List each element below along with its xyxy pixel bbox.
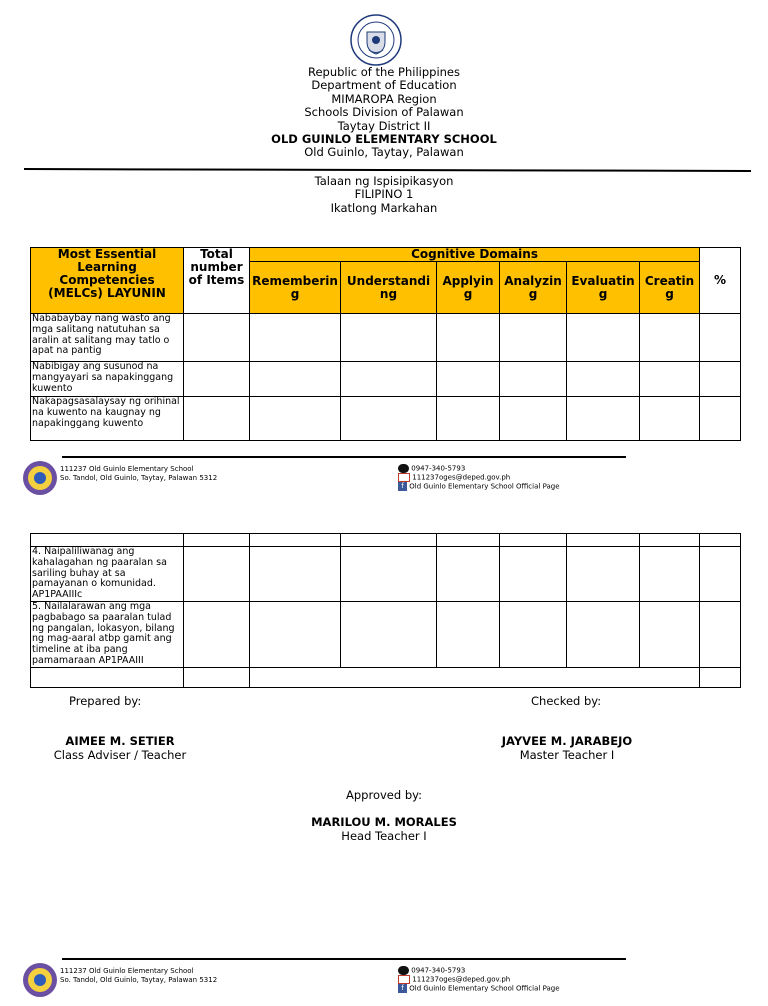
school-name: OLD GUINLO ELEMENTARY SCHOOL (271, 132, 497, 147)
melc-cell (31, 667, 184, 687)
approved-name: MARILOU M. MORALES (311, 815, 457, 829)
total-items-header: Total number of Items (184, 248, 250, 314)
phone-icon (398, 966, 409, 975)
footer-school-id: 111237 Old Guinlo Elementary School (60, 465, 194, 473)
domain-creating: Creatin g (640, 262, 700, 314)
table-row (31, 547, 741, 602)
school-logo (22, 962, 58, 998)
doc-title-line3: Ikatlong Markahan (330, 200, 438, 215)
republic-line: Republic of the Philippines (307, 65, 461, 79)
footer-address: So. Tandol, Old Guinlo, Taytay, Palawan 5312 (60, 473, 218, 482)
domain-remembering: Rememberin g (250, 262, 341, 314)
cognitive-domains-header: Cognitive Domains (250, 248, 700, 262)
region-line: MIMAROPA Region (331, 91, 437, 106)
melc-cell: Nabibigay ang susunod na mangyayari sa napakinggang kuwento (31, 362, 184, 397)
department-line: Department of Education (311, 78, 457, 93)
table-row (31, 314, 741, 362)
checked-name: JAYVEE M. JARABEJO (501, 734, 633, 748)
domain-evaluating: Evaluatin g (567, 262, 640, 314)
melc-cell: 5. Nailalarawan ang mga pagbabago sa paaralan tulad ng pangalan, lokasyon, bilang ng mag-aaral atbp gamit ang timeline at iba pang pamamaraan AP1PAAIII (31, 601, 184, 667)
school-address: Old Guinlo, Taytay, Palawan (304, 145, 464, 160)
mail-icon (398, 473, 410, 482)
footer-email: 111237oges@deped.gov.ph (412, 975, 511, 984)
footer-school-id: 111237 Old Guinlo Elementary School (60, 967, 194, 975)
domain-applying: Applyin g (437, 262, 500, 314)
facebook-icon: f (398, 984, 407, 993)
footer-facebook: Old Guinlo Elementary School Official Page (409, 482, 560, 491)
melc-header: Most Essential Learning Competencies (MELCs) LAYUNIN (31, 248, 184, 314)
school-logo (22, 460, 58, 496)
mail-icon (398, 975, 410, 984)
table-row (31, 601, 741, 667)
checked-label: Checked by: (531, 694, 602, 708)
header-divider (24, 168, 751, 172)
table-row (31, 667, 741, 687)
approved-label: Approved by: (346, 788, 422, 802)
melc-cell: Nababaybay nang wasto ang mga salitang natutuhan sa aralin at salitang may tatlo o apat na pantig (31, 314, 184, 362)
footer-phone: 0947-340-5793 (411, 966, 466, 975)
checked-title: Master Teacher I (519, 748, 615, 762)
domain-analyzing: Analyzin g (500, 262, 567, 314)
facebook-icon: f (398, 482, 407, 491)
melc-cell: Nakapagsasalaysay ng orihinal na kuwento na kaugnay ng napakinggang kuwento (31, 397, 184, 441)
doc-title-line1: Talaan ng Ispisipikasyon (314, 174, 454, 188)
footer-divider (62, 958, 626, 960)
deped-seal (350, 14, 402, 66)
melc-cell: 4. Naipaliliwanag ang kahalagahan ng paaralan sa sariling buhay at sa pamayanan o komunidad. AP1PAAIIIc (31, 547, 184, 602)
percent-header: % (700, 248, 741, 314)
prepared-label: Prepared by: (69, 694, 142, 708)
district-line: Taytay District II (337, 118, 431, 133)
footer-divider (62, 456, 626, 458)
prepared-name: AIMEE M. SETIER (65, 734, 175, 748)
domain-understanding: Understandi ng (341, 262, 437, 314)
table-row (31, 397, 741, 441)
footer-facebook: Old Guinlo Elementary School Official Page (409, 984, 560, 993)
division-line: Schools Division of Palawan (304, 105, 464, 120)
table-row (31, 534, 741, 547)
melc-cell (31, 534, 184, 547)
tos-table (30, 247, 741, 441)
footer-address: So. Tandol, Old Guinlo, Taytay, Palawan 5312 (60, 975, 218, 984)
prepared-title: Class Adviser / Teacher (53, 748, 187, 762)
doc-title-line2: FILIPINO 1 (354, 187, 414, 202)
phone-icon (398, 464, 409, 473)
tos-table-continued (30, 533, 741, 688)
footer-email: 111237oges@deped.gov.ph (412, 473, 511, 482)
footer-phone: 0947-340-5793 (411, 464, 466, 473)
approved-title: Head Teacher I (341, 829, 427, 843)
table-row (31, 362, 741, 397)
